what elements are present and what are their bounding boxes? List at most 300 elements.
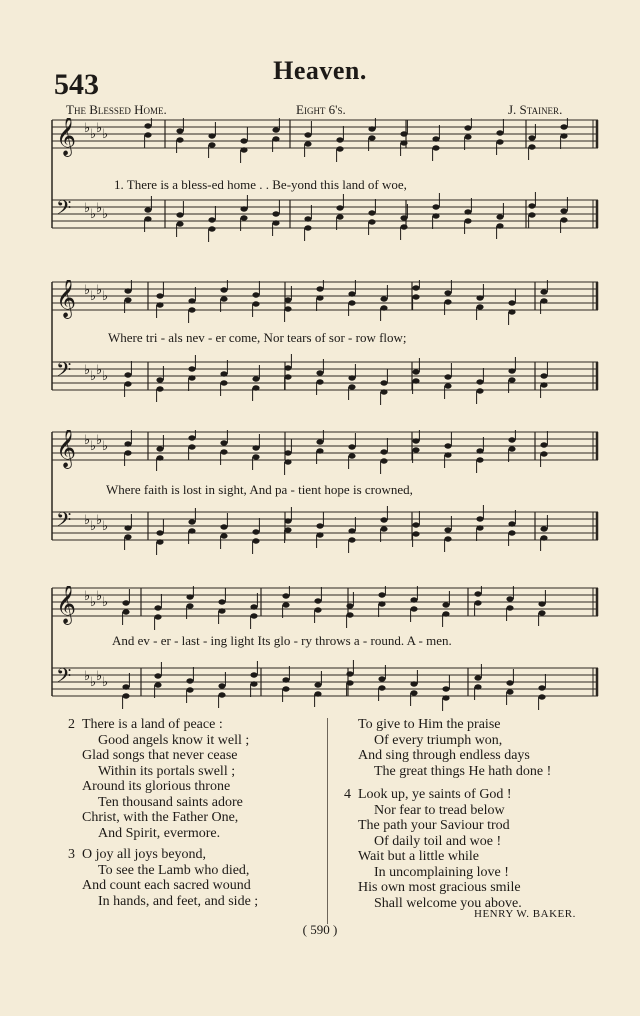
note-head (346, 680, 353, 685)
verse-line: And count each sacred wound (82, 878, 251, 893)
verse-line: Ten thousand saints adore (98, 794, 243, 810)
composer: J. Stainer. (508, 102, 563, 117)
verse-line: Of daily toil and woe ! (374, 833, 502, 849)
note-head (250, 672, 257, 677)
note-head (250, 681, 257, 686)
flat-icon: ♭ (96, 121, 103, 136)
note-head (188, 366, 195, 371)
verse-line: To give to Him the praise (358, 717, 501, 732)
note-head (442, 695, 449, 700)
note-head (218, 692, 225, 697)
verse-3-continued (344, 717, 604, 779)
note-head (496, 214, 503, 219)
note-head (314, 682, 321, 687)
note-head (476, 379, 483, 384)
note-head (442, 602, 449, 607)
flat-icon: ♭ (102, 439, 109, 454)
note-head (220, 524, 227, 529)
flat-icon: ♭ (96, 363, 103, 378)
note-head (316, 379, 323, 384)
flat-icon: ♭ (84, 513, 91, 528)
note-head (316, 286, 323, 291)
verse-line: Look up, ye saints of God ! (358, 787, 512, 802)
flat-icon: ♭ (90, 207, 97, 222)
note-head (124, 441, 131, 446)
verse-number: 2 (68, 717, 75, 732)
note-head (124, 450, 131, 455)
note-head (186, 678, 193, 683)
flat-icon: ♭ (90, 519, 97, 534)
hymn-section-title: Heaven. (273, 56, 367, 85)
note-head (400, 131, 407, 136)
note-head (412, 378, 419, 383)
note-head (560, 124, 567, 129)
note-head (540, 451, 547, 456)
note-head (176, 128, 183, 133)
note-head (508, 377, 515, 382)
note-head (284, 306, 291, 311)
note-head (496, 223, 503, 228)
note-head (540, 535, 547, 540)
note-head (220, 533, 227, 538)
note-head (432, 136, 439, 141)
note-head (444, 443, 451, 448)
note-head (432, 213, 439, 218)
note-head (336, 146, 343, 151)
note-head (316, 523, 323, 528)
note-head (444, 452, 451, 457)
note-head (252, 454, 259, 459)
flat-icon: ♭ (90, 439, 97, 454)
note-head (538, 694, 545, 699)
note-head (560, 208, 567, 213)
note-head (474, 600, 481, 605)
verse-line: Good angels know it well ; (98, 732, 250, 748)
note-head (464, 209, 471, 214)
note-head (284, 450, 291, 455)
note-head (346, 612, 353, 617)
note-head (314, 598, 321, 603)
verse-line: And sing through endless days (358, 748, 530, 763)
note-head (432, 145, 439, 150)
note-head (538, 610, 545, 615)
note-head (528, 203, 535, 208)
note-head (444, 290, 451, 295)
flat-icon: ♭ (84, 433, 91, 448)
note-head (400, 215, 407, 220)
note-head (474, 591, 481, 596)
note-head (464, 134, 471, 139)
note-head (508, 446, 515, 451)
note-head (380, 517, 387, 522)
note-head (188, 519, 195, 524)
note-head (432, 204, 439, 209)
note-head (348, 528, 355, 533)
note-head (412, 522, 419, 527)
note-head (156, 302, 163, 307)
note-head (368, 126, 375, 131)
treble-clef-icon: 𝄞 (56, 118, 77, 156)
note-head (252, 538, 259, 543)
flat-icon: ♭ (84, 589, 91, 604)
flat-icon: ♭ (102, 127, 109, 142)
note-head (218, 683, 225, 688)
note-head (346, 671, 353, 676)
flat-icon: ♭ (96, 201, 103, 216)
note-head (250, 604, 257, 609)
note-head (250, 613, 257, 618)
flat-icon: ♭ (84, 363, 91, 378)
bass-clef-icon: 𝄢 (56, 664, 72, 692)
note-head (540, 298, 547, 303)
author-credit: HENRY W. BAKER. (474, 908, 576, 920)
note-head (220, 371, 227, 376)
note-head (378, 676, 385, 681)
note-head (144, 207, 151, 212)
note-head (186, 594, 193, 599)
note-head (122, 684, 129, 689)
note-head (412, 438, 419, 443)
treble-clef-icon: 𝄞 (56, 280, 77, 318)
note-head (476, 388, 483, 393)
flat-icon: ♭ (96, 433, 103, 448)
note-head (144, 216, 151, 221)
verse-line: Wait but a little while (358, 849, 479, 864)
flat-icon: ♭ (102, 675, 109, 690)
note-head (176, 137, 183, 142)
note-head (304, 132, 311, 137)
flat-icon: ♭ (84, 121, 91, 136)
note-head (506, 689, 513, 694)
note-head (540, 373, 547, 378)
note-head (186, 603, 193, 608)
note-head (508, 300, 515, 305)
note-head (412, 369, 419, 374)
note-head (528, 212, 535, 217)
column-divider (327, 718, 328, 924)
note-head (124, 381, 131, 386)
note-head (122, 693, 129, 698)
note-head (506, 596, 513, 601)
note-head (380, 389, 387, 394)
note-head (156, 377, 163, 382)
note-head (284, 518, 291, 523)
verse-line: In hands, and feet, and side ; (98, 893, 259, 909)
note-head (336, 205, 343, 210)
note-head (378, 592, 385, 597)
note-head (284, 297, 291, 302)
note-head (284, 527, 291, 532)
note-head (378, 685, 385, 690)
note-head (220, 449, 227, 454)
flat-icon: ♭ (96, 589, 103, 604)
note-head (314, 607, 321, 612)
flat-icon: ♭ (102, 289, 109, 304)
verse-2 (68, 717, 324, 841)
flat-icon: ♭ (96, 283, 103, 298)
note-head (538, 601, 545, 606)
bass-clef-icon: 𝄢 (56, 196, 72, 224)
note-head (336, 137, 343, 142)
note-head (316, 439, 323, 444)
note-head (348, 291, 355, 296)
note-head (124, 534, 131, 539)
flat-icon: ♭ (96, 513, 103, 528)
note-head (412, 531, 419, 536)
note-head (272, 136, 279, 141)
bass-clef-icon: 𝄢 (56, 508, 72, 536)
note-head (528, 144, 535, 149)
note-head (144, 132, 151, 137)
note-head (208, 133, 215, 138)
note-head (444, 299, 451, 304)
note-head (314, 691, 321, 696)
note-head (282, 686, 289, 691)
note-head (156, 455, 163, 460)
verse-line: O joy all joys beyond, (82, 847, 207, 862)
flat-icon: ♭ (90, 675, 97, 690)
note-head (272, 220, 279, 225)
note-head (410, 606, 417, 611)
note-head (156, 293, 163, 298)
note-head (188, 307, 195, 312)
note-head (476, 304, 483, 309)
note-head (380, 449, 387, 454)
score-system-svg (48, 280, 600, 412)
note-head (528, 135, 535, 140)
bass-clef-icon: 𝄢 (56, 358, 72, 386)
lyric-line-1: 1. There is a bless-ed home . . Be-yond this land of woe, (114, 177, 407, 192)
flat-icon: ♭ (102, 207, 109, 222)
note-head (252, 376, 259, 381)
verse-number: 4 (344, 787, 351, 802)
note-head (368, 135, 375, 140)
flat-icon: ♭ (102, 595, 109, 610)
note-head (348, 444, 355, 449)
note-head (444, 374, 451, 379)
note-head (380, 526, 387, 531)
note-head (476, 295, 483, 300)
note-head (240, 206, 247, 211)
note-head (380, 296, 387, 301)
treble-clef-icon: 𝄞 (56, 586, 77, 624)
note-head (444, 536, 451, 541)
note-head (444, 383, 451, 388)
verse-line: Shall welcome you above. (374, 895, 522, 911)
flat-icon: ♭ (84, 283, 91, 298)
note-head (348, 537, 355, 542)
note-head (282, 602, 289, 607)
note-head (252, 301, 259, 306)
verse-line: Around its glorious throne (82, 779, 231, 794)
note-head (508, 437, 515, 442)
note-head (316, 370, 323, 375)
note-head (284, 374, 291, 379)
note-head (240, 138, 247, 143)
lyric-line-2: Where tri - als nev - er come, Nor tears of sor - row flow; (108, 330, 407, 345)
note-head (220, 380, 227, 385)
treble-clef-icon: 𝄞 (56, 430, 77, 468)
tune-name: The Blessed Home. (66, 102, 167, 117)
lyric-line-3: Where faith is lost in sight, And pa - tient hope is crowned, (106, 482, 413, 497)
note-head (508, 309, 515, 314)
verse-line: The path your Saviour trod (358, 818, 510, 833)
verse-line: His own most gracious smile (358, 880, 521, 895)
verse-3 (68, 847, 324, 909)
note-head (368, 210, 375, 215)
note-head (474, 684, 481, 689)
note-head (380, 380, 387, 385)
note-head (122, 609, 129, 614)
note-head (282, 593, 289, 598)
note-head (380, 305, 387, 310)
note-head (540, 289, 547, 294)
note-head (538, 685, 545, 690)
note-head (218, 608, 225, 613)
note-head (188, 435, 195, 440)
note-head (188, 528, 195, 533)
note-head (282, 677, 289, 682)
verses-right-column (344, 717, 604, 911)
note-head (368, 219, 375, 224)
note-head (380, 458, 387, 463)
note-head (220, 287, 227, 292)
note-head (188, 444, 195, 449)
note-head (412, 285, 419, 290)
note-head (156, 530, 163, 535)
verse-line: There is a land of peace : (82, 717, 223, 732)
note-head (348, 375, 355, 380)
note-head (252, 385, 259, 390)
note-head (442, 686, 449, 691)
note-head (156, 446, 163, 451)
note-head (378, 601, 385, 606)
lyric-line-4: And ev - er - last - ing light Its glo - ry throws a - round. A - men. (112, 633, 452, 648)
verse-number: 3 (68, 847, 75, 862)
note-head (252, 529, 259, 534)
note-head (240, 215, 247, 220)
note-head (506, 680, 513, 685)
note-head (284, 365, 291, 370)
verse-line: Christ, with the Father One, (82, 810, 239, 825)
flat-icon: ♭ (102, 369, 109, 384)
note-head (156, 386, 163, 391)
note-head (506, 605, 513, 610)
hymn-number: 543 (54, 68, 99, 101)
note-head (412, 294, 419, 299)
verse-line: To see the Lamb who died, (98, 862, 250, 878)
note-head (560, 133, 567, 138)
note-head (410, 597, 417, 602)
note-head (252, 445, 259, 450)
note-head (410, 681, 417, 686)
note-head (284, 459, 291, 464)
note-head (508, 530, 515, 535)
flat-icon: ♭ (96, 669, 103, 684)
note-head (176, 221, 183, 226)
music-system-2 (48, 280, 600, 412)
note-head (476, 457, 483, 462)
note-head (316, 448, 323, 453)
flat-icon: ♭ (90, 127, 97, 142)
verse-line: In uncomplaining love ! (374, 864, 509, 880)
note-head (560, 217, 567, 222)
note-head (464, 125, 471, 130)
note-head (156, 539, 163, 544)
note-head (220, 440, 227, 445)
note-head (476, 516, 483, 521)
note-head (464, 218, 471, 223)
note-head (444, 527, 451, 532)
note-head (304, 141, 311, 146)
note-head (220, 296, 227, 301)
note-head (124, 288, 131, 293)
note-head (348, 384, 355, 389)
score-system-svg (48, 586, 600, 718)
note-head (124, 525, 131, 530)
note-head (496, 130, 503, 135)
note-head (412, 447, 419, 452)
note-head (400, 224, 407, 229)
note-head (240, 147, 247, 152)
verse-4 (344, 787, 604, 911)
note-head (154, 614, 161, 619)
note-head (508, 368, 515, 373)
note-head (122, 600, 129, 605)
flat-icon: ♭ (90, 369, 97, 384)
note-head (540, 442, 547, 447)
flat-icon: ♭ (102, 519, 109, 534)
verse-line: Nor fear to tread below (374, 802, 505, 818)
music-system-4 (48, 586, 600, 718)
note-head (186, 687, 193, 692)
note-head (154, 673, 161, 678)
note-head (188, 298, 195, 303)
verse-line: Within its portals swell ; (98, 763, 236, 779)
note-head (474, 675, 481, 680)
flat-icon: ♭ (84, 201, 91, 216)
note-head (154, 605, 161, 610)
note-head (208, 142, 215, 147)
note-head (218, 599, 225, 604)
note-head (316, 532, 323, 537)
note-head (208, 226, 215, 231)
note-head (442, 611, 449, 616)
note-head (410, 690, 417, 695)
note-head (208, 217, 215, 222)
note-head (316, 295, 323, 300)
note-head (400, 140, 407, 145)
note-head (252, 292, 259, 297)
verses-left-column (68, 717, 324, 909)
note-head (304, 216, 311, 221)
note-head (346, 603, 353, 608)
note-head (336, 214, 343, 219)
meter: Eight 6's. (296, 102, 346, 117)
note-head (508, 521, 515, 526)
note-head (348, 453, 355, 458)
note-head (476, 525, 483, 530)
note-head (540, 382, 547, 387)
note-head (188, 375, 195, 380)
verse-line: Of every triumph won, (374, 732, 503, 748)
note-head (176, 212, 183, 217)
note-head (272, 211, 279, 216)
flat-icon: ♭ (90, 595, 97, 610)
note-head (348, 300, 355, 305)
verse-line: The great things He hath done ! (374, 763, 552, 779)
note-head (476, 448, 483, 453)
